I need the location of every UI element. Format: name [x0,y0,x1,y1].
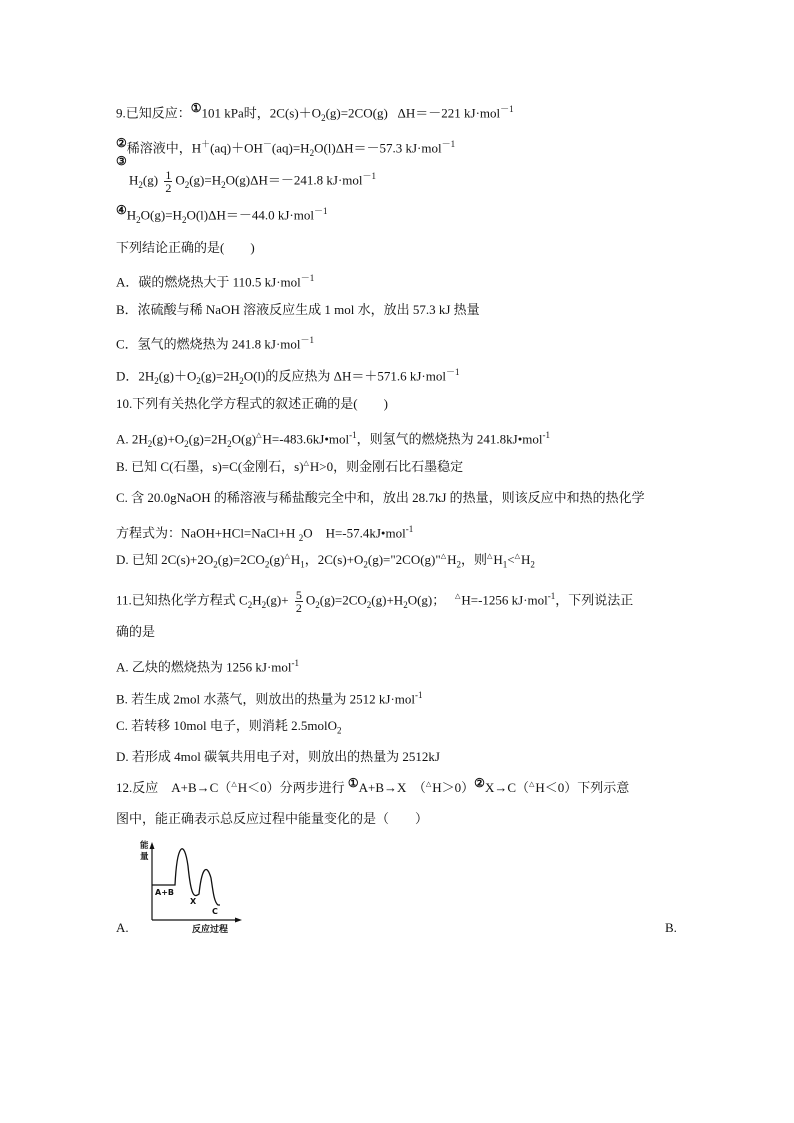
q10-option-d: D. 已知 $2C(s)+2O_2(g)=2CO_2(g)^\triangle H_1$，$2C(s)+O_2(g)="2CO(g)"^\triangle H_2$，则$^\triangle H_1<^\triangle H_2$ [116,552,535,570]
y-axis-label-line1: 能 [140,841,149,851]
start-label: A+B [155,888,174,897]
q9-stem: 下列结论正确的是( ) [116,240,255,255]
q9-option-b: B．浓硫酸与稀 NaOH 溶液反应生成 1 mol 水，放出 57.3 kJ 热量 [116,302,480,317]
circled-2-icon: ② [116,136,127,151]
q12-option-b-label: B. [665,920,677,935]
delta-icon: △ [284,552,290,560]
y-axis-arrow-icon [150,842,155,849]
q11-option-a: A. 乙炔的燃烧热为 1256 kJ·mol$^{-1}$ [116,658,300,675]
mid-label: X [190,897,197,906]
delta-icon: △ [303,459,309,467]
q9-line-4: $④H_2O(g)=H_2O(l)\Delta H=-44.0$ kJ·mol$^{-1}$ [116,203,328,225]
circled-1-icon: ① [190,101,202,116]
fraction-five-halves: $\frac{5}{2}$ [295,587,302,615]
circled-3-icon: ③ [116,154,127,168]
q11-stem-line-2: 确的是 [116,624,156,639]
q12-stem-line-2: 图中，能正确表示总反应过程中能量变化的是（ ） [116,811,429,826]
circled-4-icon: ④ [116,203,127,218]
q10-option-c-line-1: C. 含 20.0gNaOH 的稀溶液与稀盐酸完全中和，放出 28.7kJ 的热量，则该反应中和热的热化学 [116,490,645,505]
q9-line-1: 9.已知反应：①101 kPa时，$2C(s)+O_2(g)=2CO(g)$ ΔH＝－221 kJ·mol$^{-1}$ [116,101,514,123]
q12-option-a-label: A. [116,920,129,935]
delta-icon: △ [256,431,262,440]
q11-option-b: B. 若生成 2mol 水蒸气，则放出的热量为 2512 kJ·mol$^{-1}$ [116,690,423,707]
q11-stem-line-1: 11.已知热化学方程式 $C_2H_2(g)+$ $\frac{5}{2}$ $O_2(g)=2CO_2(g)+H_2O(g)$； △H=-1256 kJ·mol$^{-1}$，下列说法正 [116,587,634,615]
delta-icon: △ [529,780,535,788]
x-axis-label: 反应过程 [192,925,229,935]
delta-icon: △ [231,780,237,788]
y-axis-label-line2: 量 [140,852,149,862]
q9-option-d: D．$2H_2(g)+O_2(g)=2H_2O(l)$的反应热为 ΔH＝＋571.6 kJ·mol$^{-1}$ [116,367,460,386]
end-label: C [212,907,218,916]
q10-option-c-line-2: 方程式为：NaOH+HCl=NaCl+H $_2$O H=-57.4kJ•mol$^{-1}$ [116,524,414,543]
q9-line-3: $H_2(g)$ $\frac{1}{2}$ $O_2(g)=H_2O(g)\Delta H=-241.8$ kJ·mol$^{-1}$ [129,167,377,195]
q9-line-2: ②稀溶液中，$H^+(aq)+OH^-(aq)=H_2O(l)\Delta H=-57.3$ kJ·mol$^{-1}$ [116,136,456,158]
fraction-one-half: $\frac{1}{2}$ [165,167,172,195]
q12-stem-line-1: 12.反应 A+B→C（△H＜0）分两步进行 ①A+B→X （△H＞0）②X→C（△H＜0）下列示意 [116,776,630,795]
delta-icon: △ [425,780,432,788]
q10-option-a: A. $2H_2(g)+O_2(g)=2H_2O(g)^\triangle H=-483.6kJ•mol^{-1}$，则氢气的燃烧热为 241.8kJ•mol$^{-1}$ [116,430,550,449]
q11-option-c: C. 若转移 10mol 电子，则消耗 2.5molO$_2$ [116,718,342,736]
q9-option-c: C．氢气的燃烧热为 241.8 kJ·mol$^{-1}$ [116,335,315,352]
q10-stem: 10.下列有关热化学方程式的叙述正确的是( ) [116,396,388,411]
q10-option-b: B. 已知 C(石墨，s)=C(金刚石，s)△H>0，则金刚石比石墨稳定 [116,459,464,474]
q9-circle-3-marker [116,154,127,174]
q11-option-d: D. 若形成 4mol 碳氧共用电子对，则放出的热量为 2512kJ [116,749,440,764]
delta-icon: △ [440,552,447,560]
circled-2-icon: ② [474,776,485,790]
q9-option-a: A．碳的燃烧热大于 110.5 kJ·mol$^{-1}$ [116,273,315,290]
delta-icon: △ [454,592,461,601]
energy-diagram-a [140,836,252,936]
circled-1-icon: ① [347,776,359,790]
x-axis-arrow-icon [235,918,242,923]
delta-icon: △ [514,552,521,560]
delta-icon: △ [487,552,493,560]
